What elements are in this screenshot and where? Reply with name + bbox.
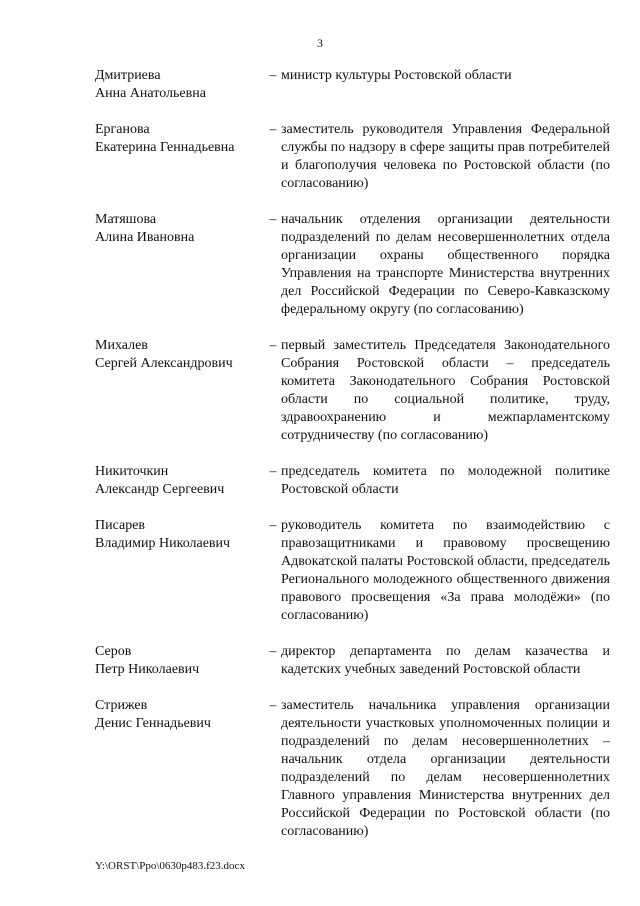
member-role: начальник отделения организации деятельности подразделений по делам несовершеннолетних отдела организации охраны общественного порядка Управления на транспорте Министерства внутренних дел Российской Федерации по Северо-Кавказскому федеральному округу (по согласованию) bbox=[281, 212, 610, 317]
member-name bbox=[95, 463, 265, 499]
dash-separator: – bbox=[269, 464, 277, 479]
member-entry bbox=[95, 643, 610, 679]
member-entry bbox=[95, 517, 610, 625]
dash-separator: – bbox=[269, 122, 277, 137]
member-given-name: Денис Геннадьевич bbox=[95, 716, 211, 731]
member-name bbox=[95, 517, 265, 625]
member-surname: Михалев bbox=[95, 338, 148, 353]
member-given-name: Екатерина Геннадьевна bbox=[95, 140, 235, 155]
dash-separator: – bbox=[269, 518, 277, 533]
member-surname: Дмитриева bbox=[95, 68, 161, 83]
dash-separator: – bbox=[269, 698, 277, 713]
member-role: председатель комитета по молодежной политике Ростовской области bbox=[281, 464, 610, 497]
commission-member-list bbox=[95, 67, 610, 859]
member-entry bbox=[95, 337, 610, 445]
member-name bbox=[95, 67, 265, 103]
document-file-path: Y:\ORST\Ppo\0630p483.f23.docx bbox=[95, 860, 245, 872]
member-entry bbox=[95, 463, 610, 499]
member-given-name: Петр Николаевич bbox=[95, 662, 200, 677]
member-entry bbox=[95, 211, 610, 319]
member-given-name: Анна Анатольевна bbox=[95, 86, 206, 101]
member-given-name: Александр Сергеевич bbox=[95, 482, 225, 497]
page-number: 3 bbox=[317, 36, 323, 50]
member-given-name: Владимир Николаевич bbox=[95, 536, 231, 551]
member-entry bbox=[95, 121, 610, 193]
member-surname: Серов bbox=[95, 644, 132, 659]
member-name bbox=[95, 337, 265, 445]
member-entry bbox=[95, 697, 610, 841]
dash-separator: – bbox=[269, 212, 277, 227]
member-role: заместитель руководителя Управления Федеральной службы по надзору в сфере защиты прав потребителей и благополучия человека по Ростовской области (по согласованию) bbox=[281, 122, 610, 191]
dash-separator: – bbox=[269, 338, 277, 353]
member-name bbox=[95, 121, 265, 193]
member-role: руководитель комитета по взаимодействию с правозащитниками и правовому просвещению Адвокатской палаты Ростовской области, председатель Регионального молодежного общественного движения правового просвещения «За права молодёжи» (по согласованию) bbox=[281, 518, 610, 623]
dash-separator: – bbox=[269, 68, 277, 83]
member-given-name: Сергей Александрович bbox=[95, 356, 233, 371]
member-surname: Матяшова bbox=[95, 212, 157, 227]
member-surname: Стрижев bbox=[95, 698, 148, 713]
member-role: заместитель начальника управления организации деятельности участковых уполномоченных полиции и подразделений по делам несовершеннолетних – начальник отдела организации деятельности подразделений по делам несовершеннолетних Главного управления Министерства внутренних дел Российской Федерации по Ростовской области (по согласованию) bbox=[281, 698, 610, 839]
member-surname: Ерганова bbox=[95, 122, 150, 137]
member-name bbox=[95, 643, 265, 679]
member-surname: Никиточкин bbox=[95, 464, 169, 479]
member-given-name: Алина Ивановна bbox=[95, 230, 195, 245]
member-surname: Писарев bbox=[95, 518, 146, 533]
member-role: министр культуры Ростовской области bbox=[281, 68, 512, 83]
member-role: первый заместитель Председателя Законодательного Собрания Ростовской области – председатель комитета Законодательного Собрания Ростовской области по социальной политике, труду, здравоохранению и межпарламентскому сотрудничеству (по согласованию) bbox=[281, 338, 610, 443]
member-name bbox=[95, 697, 265, 841]
dash-separator: – bbox=[269, 644, 277, 659]
member-role: директор департамента по делам казачества и кадетских учебных заведений Ростовской области bbox=[281, 644, 610, 677]
member-entry bbox=[95, 67, 610, 103]
member-name bbox=[95, 211, 265, 319]
